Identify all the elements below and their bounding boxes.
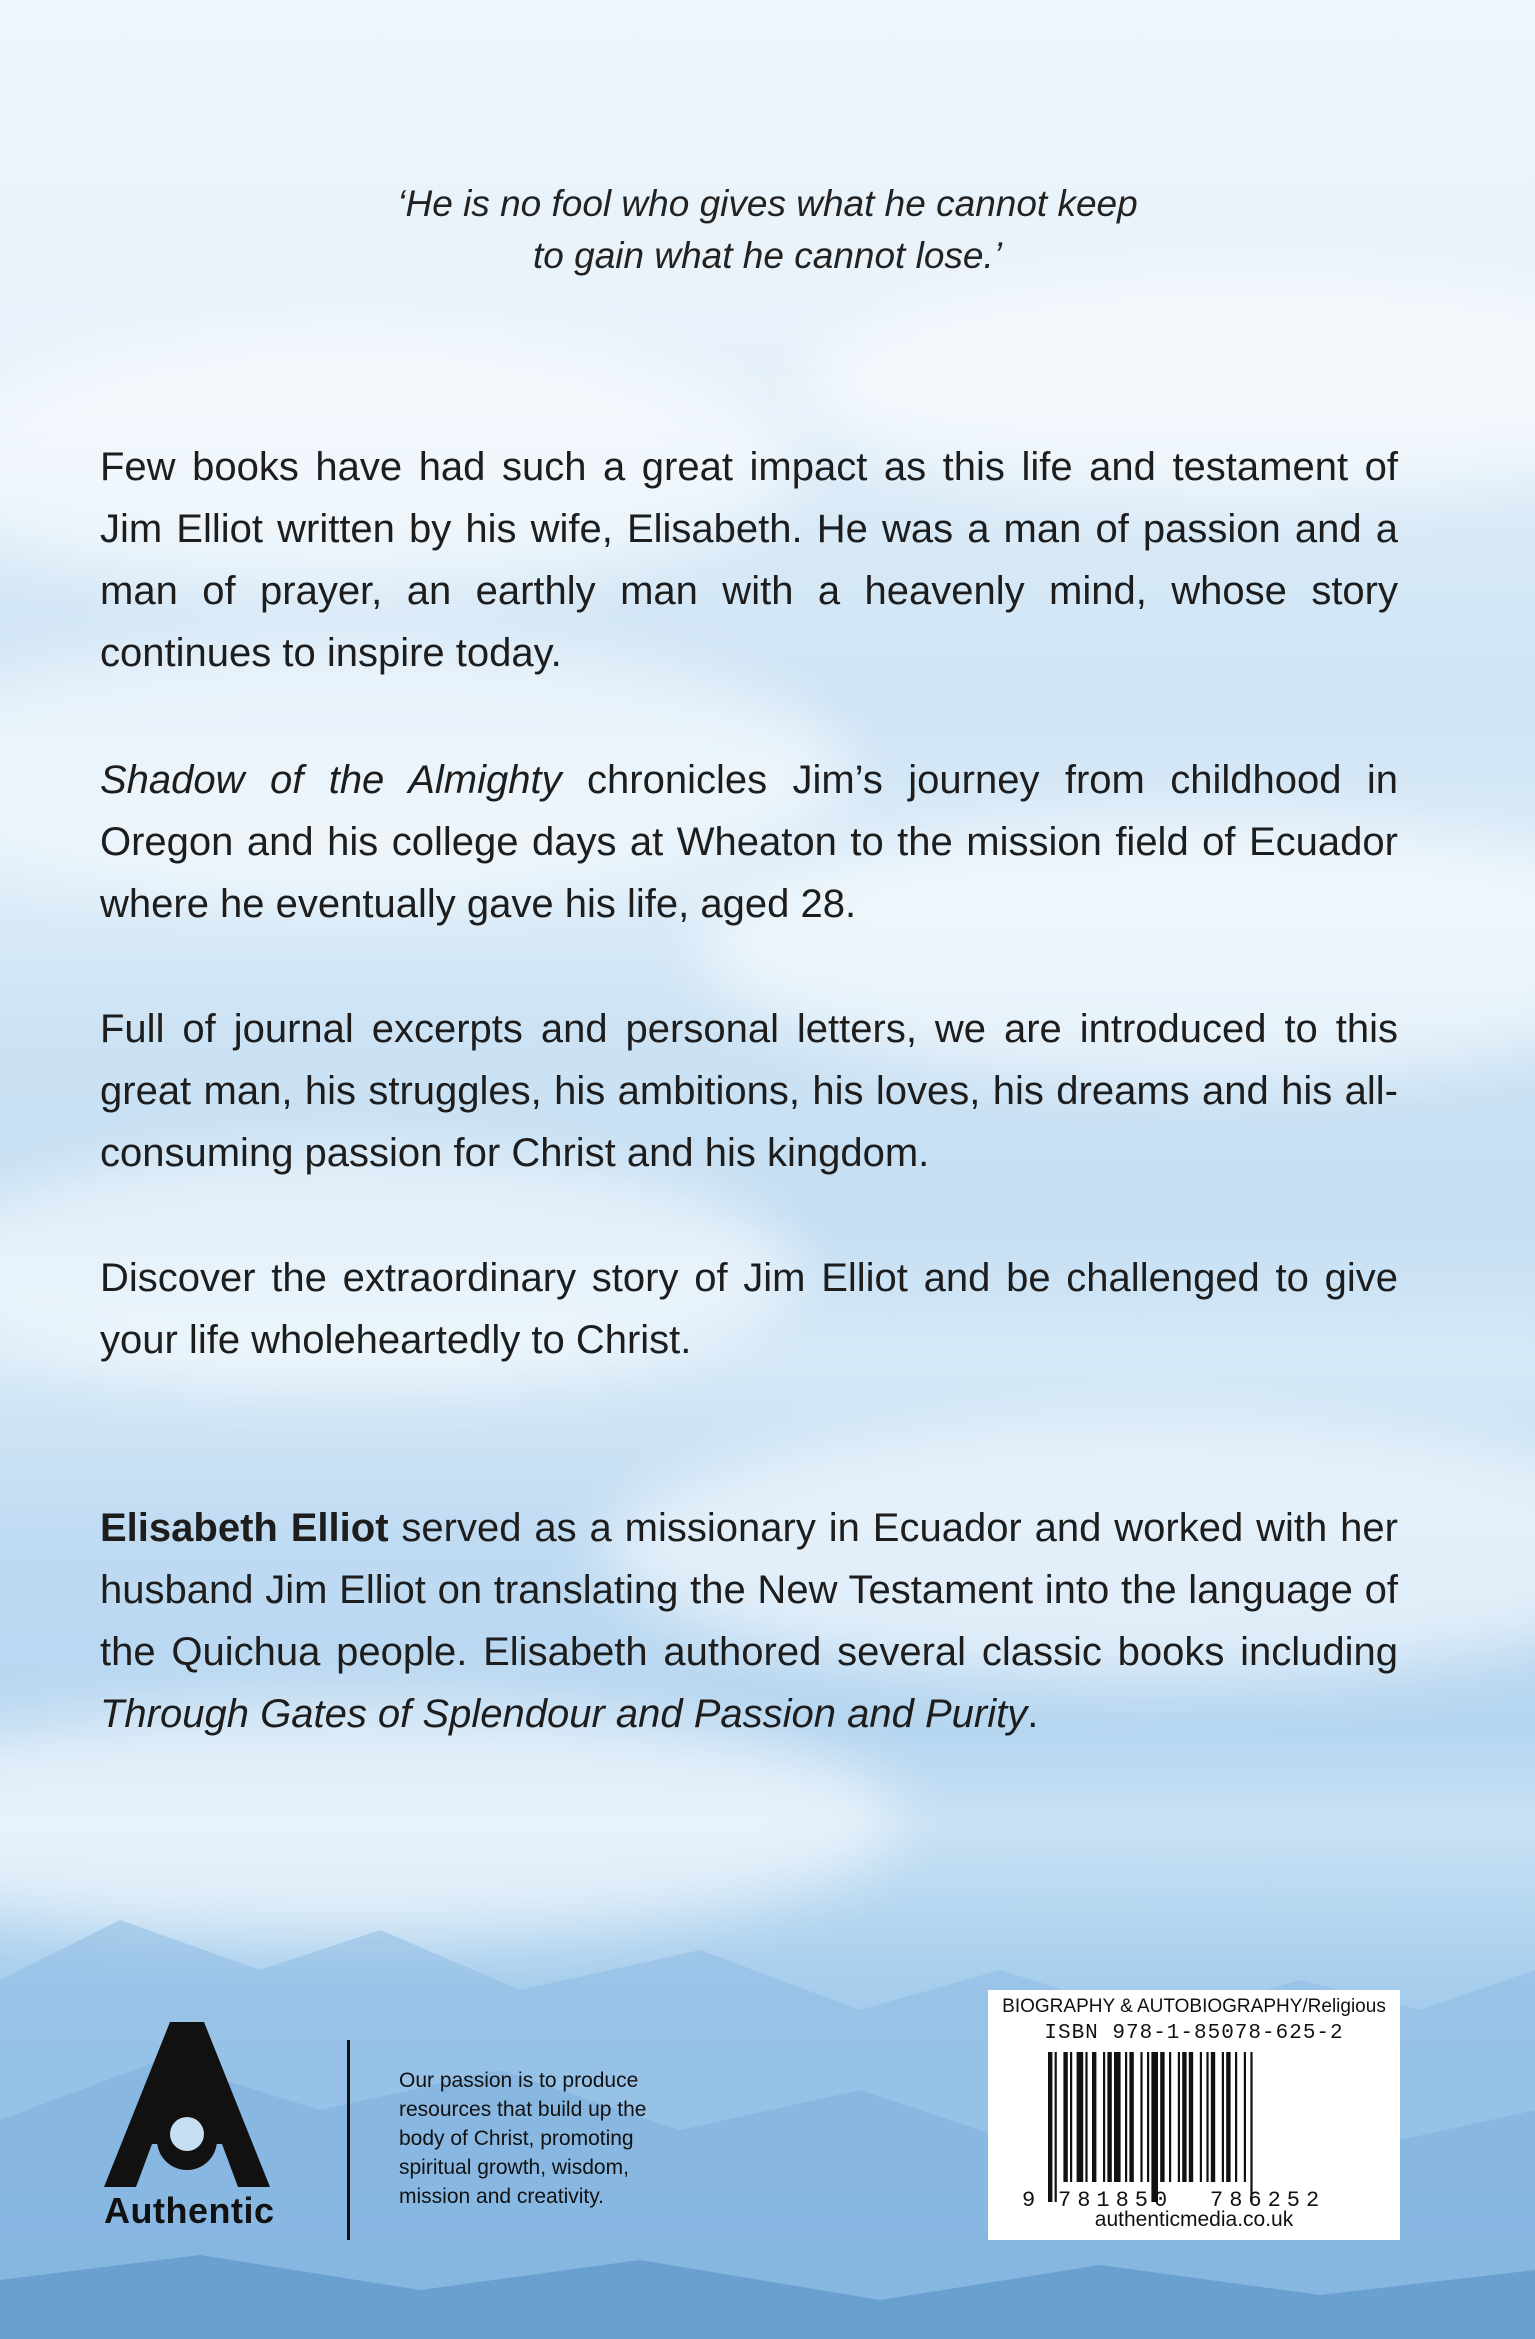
barcode-bar	[1226, 2052, 1230, 2182]
barcode-bar	[1160, 2052, 1164, 2182]
publisher-mission	[399, 2066, 719, 2211]
blurb-paragraph: Full of journal excerpts and personal letters, we are introduced to this great man, his struggles, his ambitions, his loves, his dreams and his all-consuming passion for Christ and his kingdom.	[100, 1007, 1398, 1175]
paragraph-text: chronicles Jim’s journey from childhood in Oregon and his college days at Wheaton to the mission field of Ecuador where he eventually gave his life, aged 28.	[100, 758, 1399, 926]
author-name: Elisabeth Elliot	[100, 1506, 389, 1550]
barcode-bar	[1129, 2052, 1133, 2182]
mission-line: body of Christ, promoting	[399, 2127, 634, 2150]
barcode-bar	[1048, 2052, 1052, 2202]
barcode-bar	[1107, 2052, 1111, 2182]
barcode-bar	[1063, 2052, 1067, 2182]
barcode-bar	[1211, 2052, 1215, 2182]
book-titles: Through Gates of Splendour and Passion and Purity	[100, 1692, 1028, 1736]
barcode-bar	[1085, 2052, 1087, 2182]
divider	[347, 2040, 350, 2240]
mission-line: resources that build up the	[399, 2098, 647, 2121]
quote-line: to gain what he cannot lose.’	[533, 235, 1002, 276]
isbn-number: ISBN 978-1-85078-625-2	[1044, 2022, 1344, 2045]
barcode-bar	[1103, 2052, 1105, 2182]
barcode-bar	[1114, 2052, 1121, 2182]
mission-line: spiritual growth, wisdom,	[399, 2156, 629, 2179]
barcode-bar	[1178, 2052, 1180, 2182]
barcode	[1018, 2052, 1370, 2210]
publisher-logo-wordmark: Authentic	[104, 2190, 275, 2231]
blurb-paragraph: Few books have had such a great impact as this life and testament of Jim Elliot written by his wife, Elisabeth. He was a man of passion and a man of prayer, an earthly man with a heavenly mind, whose story continues to inspire today.	[100, 445, 1398, 675]
barcode-bar	[1222, 2052, 1224, 2182]
barcode-bar	[1151, 2052, 1158, 2202]
author-bio-text: served as a missionary in Ecuador and worked with her husband Jim Elliot on translating the New Testament into the language of the Quichua people. Elisabeth authored several classic books including	[100, 1506, 1398, 1674]
author-bio-end: .	[1027, 1692, 1039, 1736]
barcode-bar	[1206, 2052, 1208, 2182]
barcode-bar	[1147, 2052, 1149, 2182]
barcode-bar	[1244, 2052, 1246, 2182]
barcode-digits-right: 786252	[1210, 2188, 1326, 2210]
barcode-bar	[1250, 2052, 1252, 2202]
barcode-bar	[1140, 2052, 1142, 2182]
barcode-bar	[1189, 2052, 1193, 2182]
epigraph-quote	[0, 178, 1535, 282]
barcode-bar	[1092, 2052, 1096, 2182]
barcode-bar	[1200, 2052, 1202, 2182]
barcode-bar	[1077, 2052, 1084, 2182]
barcode-bar	[1055, 2052, 1057, 2202]
book-title: Shadow of the Almighty	[100, 758, 562, 802]
barcode-bar	[1235, 2052, 1237, 2182]
mission-line: mission and creativity.	[399, 2185, 605, 2208]
barcode-bar	[1125, 2052, 1127, 2182]
blurb-paragraph: Discover the extraordinary story of Jim Elliot and be challenged to give your life wholeheartedly to Christ.	[100, 1256, 1398, 1362]
barcode-digit: 9	[1022, 2188, 1036, 2210]
quote-line: ‘He is no fool who gives what he cannot keep	[397, 183, 1138, 224]
mission-line: Our passion is to produce	[399, 2069, 639, 2092]
barcode-bar	[1182, 2052, 1186, 2182]
book-category: BIOGRAPHY & AUTOBIOGRAPHY/Religious	[1002, 1996, 1386, 2017]
barcode-digits-left: 781850	[1058, 2188, 1174, 2210]
barcode-bar	[1169, 2052, 1171, 2182]
barcode-bar	[1070, 2052, 1072, 2182]
author-bio	[100, 1497, 1398, 1745]
blurb-paragraph	[100, 749, 1398, 935]
website-url: authenticmedia.co.uk	[1094, 2208, 1294, 2231]
barcode-panel	[988, 1990, 1400, 2240]
